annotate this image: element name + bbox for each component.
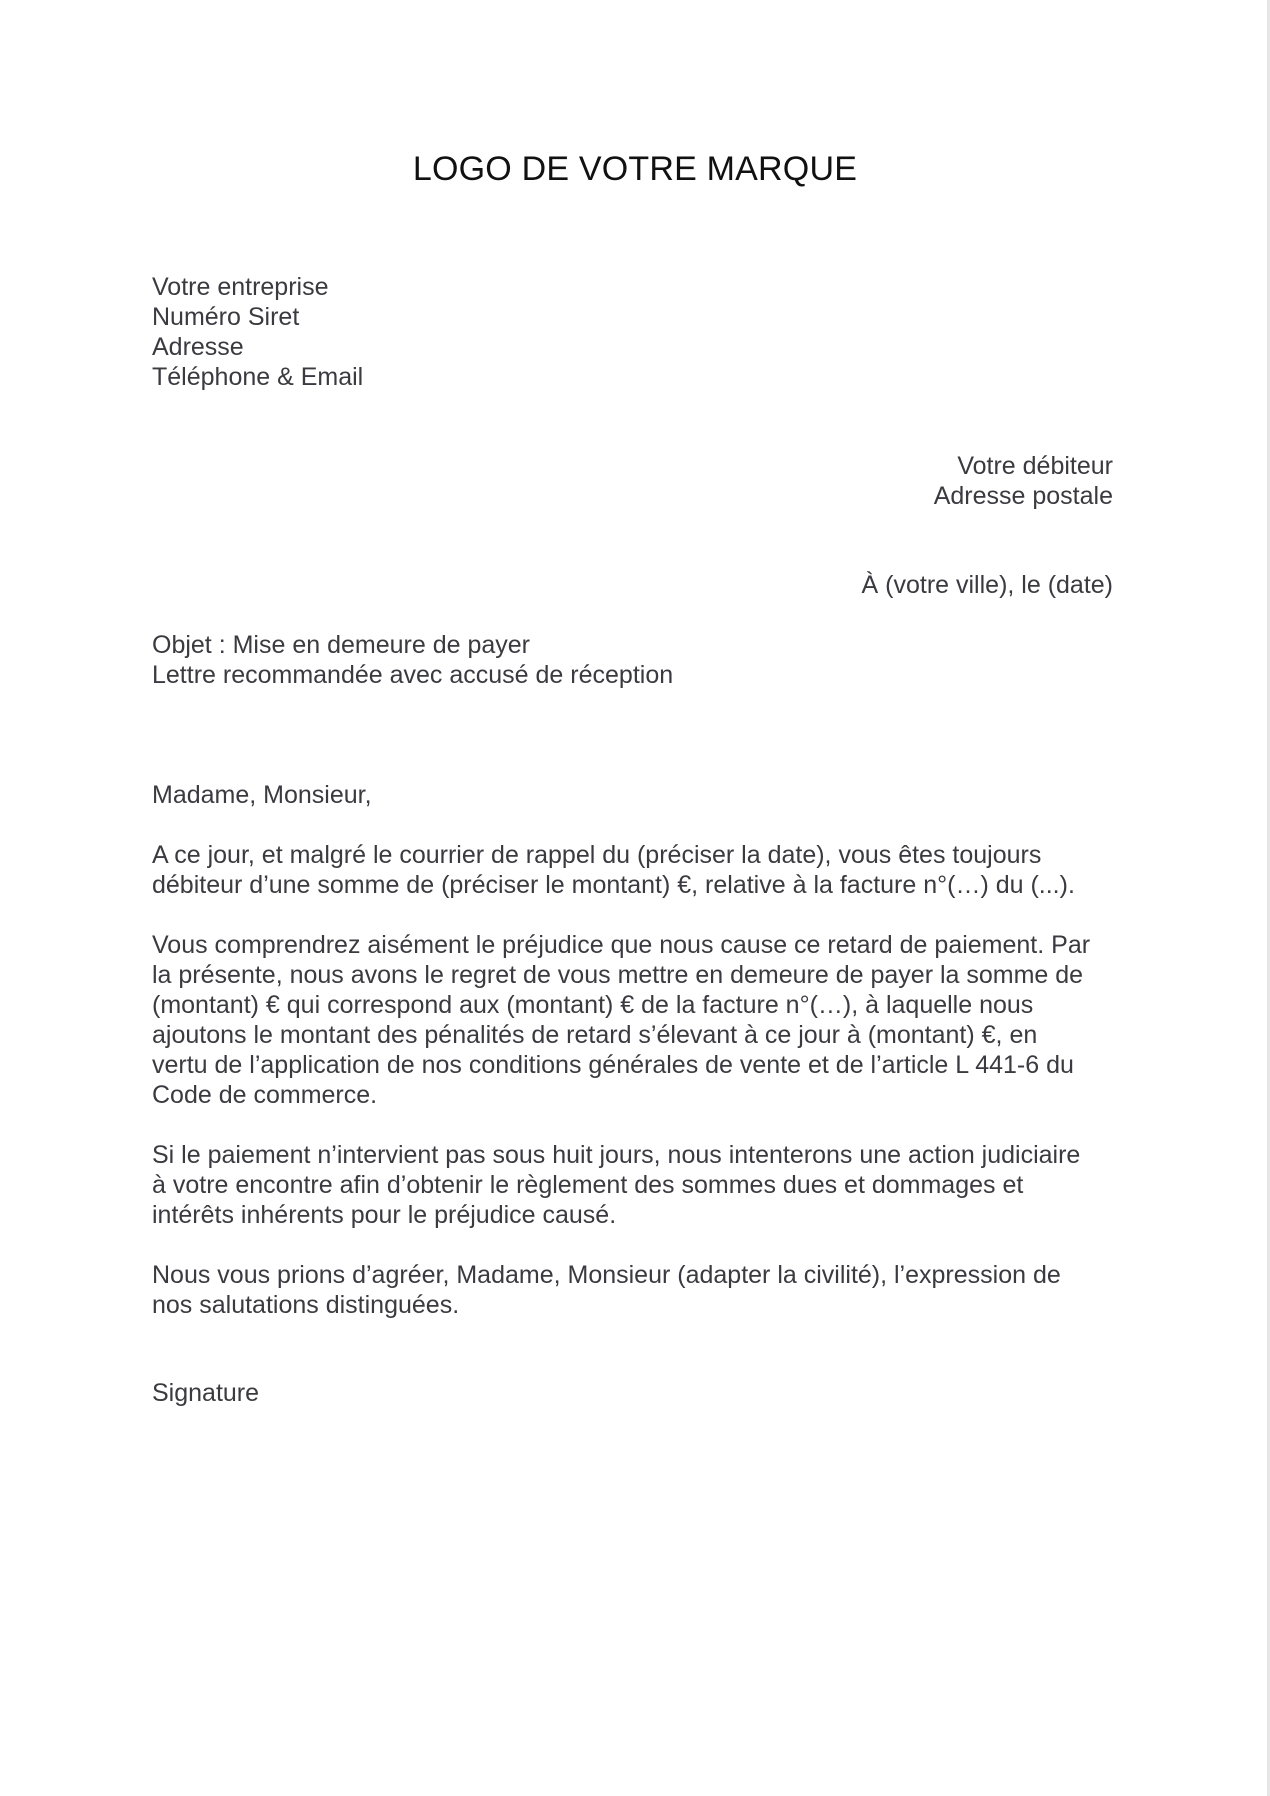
paragraph-line: intérêts inhérents pour le préjudice causé. <box>152 1201 617 1229</box>
signature-label: Signature <box>152 1379 260 1407</box>
paragraph-line: la présente, nous avons le regret de vous mettre en demeure de payer la somme de <box>152 961 1084 989</box>
paragraph-line: Code de commerce. <box>152 1081 378 1109</box>
place-date-text: À (votre ville), le (date) <box>861 571 1113 599</box>
paragraph-line: Nous vous prions d’agréer, Madame, Monsieur (adapter la civilité), l’expression de <box>152 1261 1061 1289</box>
signature <box>152 1378 1117 1408</box>
salutation <box>152 780 1117 810</box>
recipient-name: Votre débiteur <box>957 452 1113 480</box>
body-paragraph-2 <box>152 930 1117 1110</box>
sender-company: Votre entreprise <box>152 273 329 301</box>
sender-siret: Numéro Siret <box>152 303 300 331</box>
recipient-address: Adresse postale <box>933 482 1113 510</box>
sender-block <box>152 272 363 392</box>
paragraph-line: (montant) € qui correspond aux (montant) € de la facture n°(…), à laquelle nous <box>152 991 1034 1019</box>
paragraph-line: ajoutons le montant des pénalités de retard s’élevant à ce jour à (montant) €, en <box>152 1021 1038 1049</box>
recipient-block <box>934 451 1113 511</box>
paragraph-line: débiteur d’une somme de (préciser le montant) €, relative à la facture n°(…) du (...). <box>152 871 1075 899</box>
sender-contact: Téléphone & Email <box>152 363 364 391</box>
paragraph-line: Si le paiement n’intervient pas sous huit jours, nous intenterons une action judiciaire <box>152 1141 1081 1169</box>
place-date <box>862 570 1113 600</box>
salutation-text: Madame, Monsieur, <box>152 781 372 809</box>
sender-address: Adresse <box>152 333 244 361</box>
paragraph-line: A ce jour, et malgré le courrier de rappel du (préciser la date), vous êtes toujours <box>152 841 1042 869</box>
paragraph-line: à votre encontre afin d’obtenir le règlement des sommes dues et dommages et <box>152 1171 1024 1199</box>
logo-placeholder: LOGO DE VOTRE MARQUE <box>412 150 858 188</box>
body-paragraph-1 <box>152 840 1117 900</box>
subject-line: Objet : Mise en demeure de payer <box>152 631 530 659</box>
paragraph-line: Vous comprendrez aisément le préjudice que nous cause ce retard de paiement. Par <box>152 931 1091 959</box>
body-paragraph-3 <box>152 1140 1117 1230</box>
paragraph-line: vertu de l’application de nos conditions générales de vente et de l’article L 441-6 du <box>152 1051 1074 1079</box>
paragraph-line: nos salutations distinguées. <box>152 1291 460 1319</box>
subject-block <box>152 630 673 690</box>
delivery-mode: Lettre recommandée avec accusé de réception <box>152 661 674 689</box>
body-paragraph-4 <box>152 1260 1117 1320</box>
